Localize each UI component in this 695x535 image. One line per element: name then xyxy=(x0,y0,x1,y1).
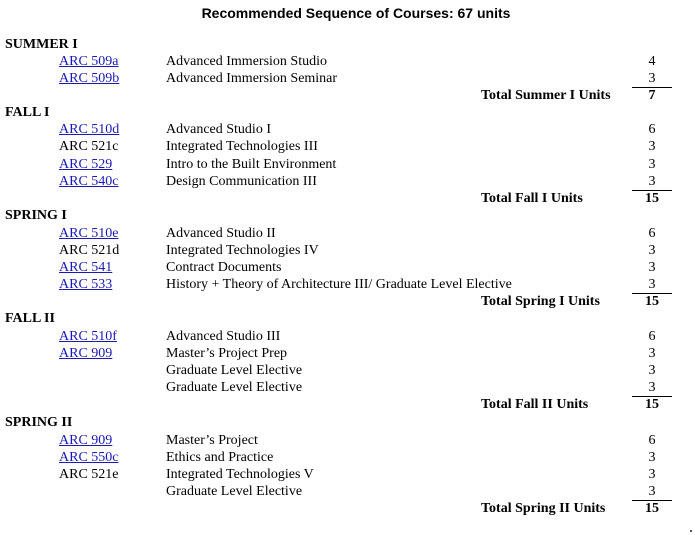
term-total-label: Total Fall I Units xyxy=(481,191,583,206)
term-total-value: 15 xyxy=(645,191,659,206)
course-row xyxy=(0,345,695,362)
course-row xyxy=(0,379,695,396)
course-row xyxy=(0,53,695,70)
course-units: 6 xyxy=(648,122,656,137)
course-name: Advanced Studio III xyxy=(166,329,281,344)
term-heading-fall-2: FALL II xyxy=(5,311,55,326)
course-name: Graduate Level Elective xyxy=(166,484,303,499)
course-units: 3 xyxy=(648,450,656,465)
term-total-value: 15 xyxy=(645,294,659,309)
course-units: 3 xyxy=(632,173,672,191)
course-name: Advanced Immersion Seminar xyxy=(166,71,338,86)
course-code: ARC 521e xyxy=(59,467,119,482)
course-row xyxy=(0,70,695,87)
course-code-link[interactable]: ARC 909 xyxy=(59,346,113,361)
course-row xyxy=(0,156,695,173)
course-row xyxy=(0,121,695,138)
course-name: History + Theory of Architecture III/ Graduate Level Elective xyxy=(166,277,512,292)
course-row xyxy=(0,483,695,500)
course-row xyxy=(0,449,695,466)
course-name: Advanced Studio I xyxy=(166,122,271,137)
course-name: Master’s Project xyxy=(166,433,258,448)
course-units: 3 xyxy=(648,363,656,378)
course-code-link[interactable]: ARC 509b xyxy=(59,71,120,86)
course-code-link[interactable]: ARC 529 xyxy=(59,157,113,172)
course-name: Graduate Level Elective xyxy=(166,363,303,378)
term-heading-summer-1: SUMMER I xyxy=(5,37,78,52)
term-total-label: Total Summer I Units xyxy=(481,88,611,103)
term-total-label: Total Fall II Units xyxy=(481,397,589,412)
course-name: Integrated Technologies IV xyxy=(166,243,319,258)
course-units: 3 xyxy=(632,276,672,294)
course-units: 3 xyxy=(632,379,672,397)
course-code: ARC 521d xyxy=(59,243,120,258)
course-code-link[interactable]: ARC 550c xyxy=(59,450,119,465)
term-total-label: Total Spring I Units xyxy=(481,294,600,309)
course-row xyxy=(0,276,695,293)
course-row xyxy=(0,328,695,345)
course-units: 4 xyxy=(648,54,656,69)
term-total-value: 7 xyxy=(648,88,656,103)
course-code-link[interactable]: ARC 510e xyxy=(59,226,119,241)
term-heading-spring-1: SPRING I xyxy=(5,208,67,223)
course-name: Graduate Level Elective xyxy=(166,380,303,395)
term-total-value: 15 xyxy=(645,501,659,516)
course-name: Integrated Technologies V xyxy=(166,467,314,482)
course-units: 3 xyxy=(648,243,656,258)
course-name: Contract Documents xyxy=(166,260,282,275)
term-total-label: Total Spring II Units xyxy=(481,501,606,516)
course-code-link[interactable]: ARC 541 xyxy=(59,260,113,275)
course-units: 3 xyxy=(632,483,672,501)
course-name: Ethics and Practice xyxy=(166,450,274,465)
term-heading-spring-2: SPRING II xyxy=(5,415,73,430)
course-row xyxy=(0,466,695,483)
course-code-link[interactable]: ARC 540c xyxy=(59,174,119,189)
course-row xyxy=(0,259,695,276)
course-row xyxy=(0,362,695,379)
course-row xyxy=(0,432,695,449)
course-code-link[interactable]: ARC 533 xyxy=(59,277,113,292)
course-row xyxy=(0,225,695,242)
course-units: 3 xyxy=(648,157,656,172)
course-code-link[interactable]: ARC 510f xyxy=(59,329,117,344)
course-units: 3 xyxy=(632,70,672,88)
course-units: 3 xyxy=(648,346,656,361)
course-units: 3 xyxy=(648,467,656,482)
course-units: 3 xyxy=(648,260,656,275)
term-heading-fall-1: FALL I xyxy=(5,105,50,120)
course-name: Integrated Technologies III xyxy=(166,139,318,154)
course-units: 6 xyxy=(648,226,656,241)
page-title: Recommended Sequence of Courses: 67 units xyxy=(201,5,511,21)
course-row xyxy=(0,138,695,155)
course-code-link[interactable]: ARC 509a xyxy=(59,54,119,69)
course-name: Advanced Studio II xyxy=(166,226,276,241)
course-name: Advanced Immersion Studio xyxy=(166,54,327,69)
course-units: 6 xyxy=(648,329,656,344)
course-row xyxy=(0,173,695,190)
course-row xyxy=(0,242,695,259)
course-units: 6 xyxy=(648,433,656,448)
course-code-link[interactable]: ARC 909 xyxy=(59,433,113,448)
stray-mark xyxy=(690,530,692,532)
course-code-link[interactable]: ARC 510d xyxy=(59,122,120,137)
term-total-value: 15 xyxy=(645,397,659,412)
course-units: 3 xyxy=(648,139,656,154)
course-name: Intro to the Built Environment xyxy=(166,157,337,172)
course-name: Design Communication III xyxy=(166,174,317,189)
course-name: Master’s Project Prep xyxy=(166,346,288,361)
course-code: ARC 521c xyxy=(59,139,119,154)
